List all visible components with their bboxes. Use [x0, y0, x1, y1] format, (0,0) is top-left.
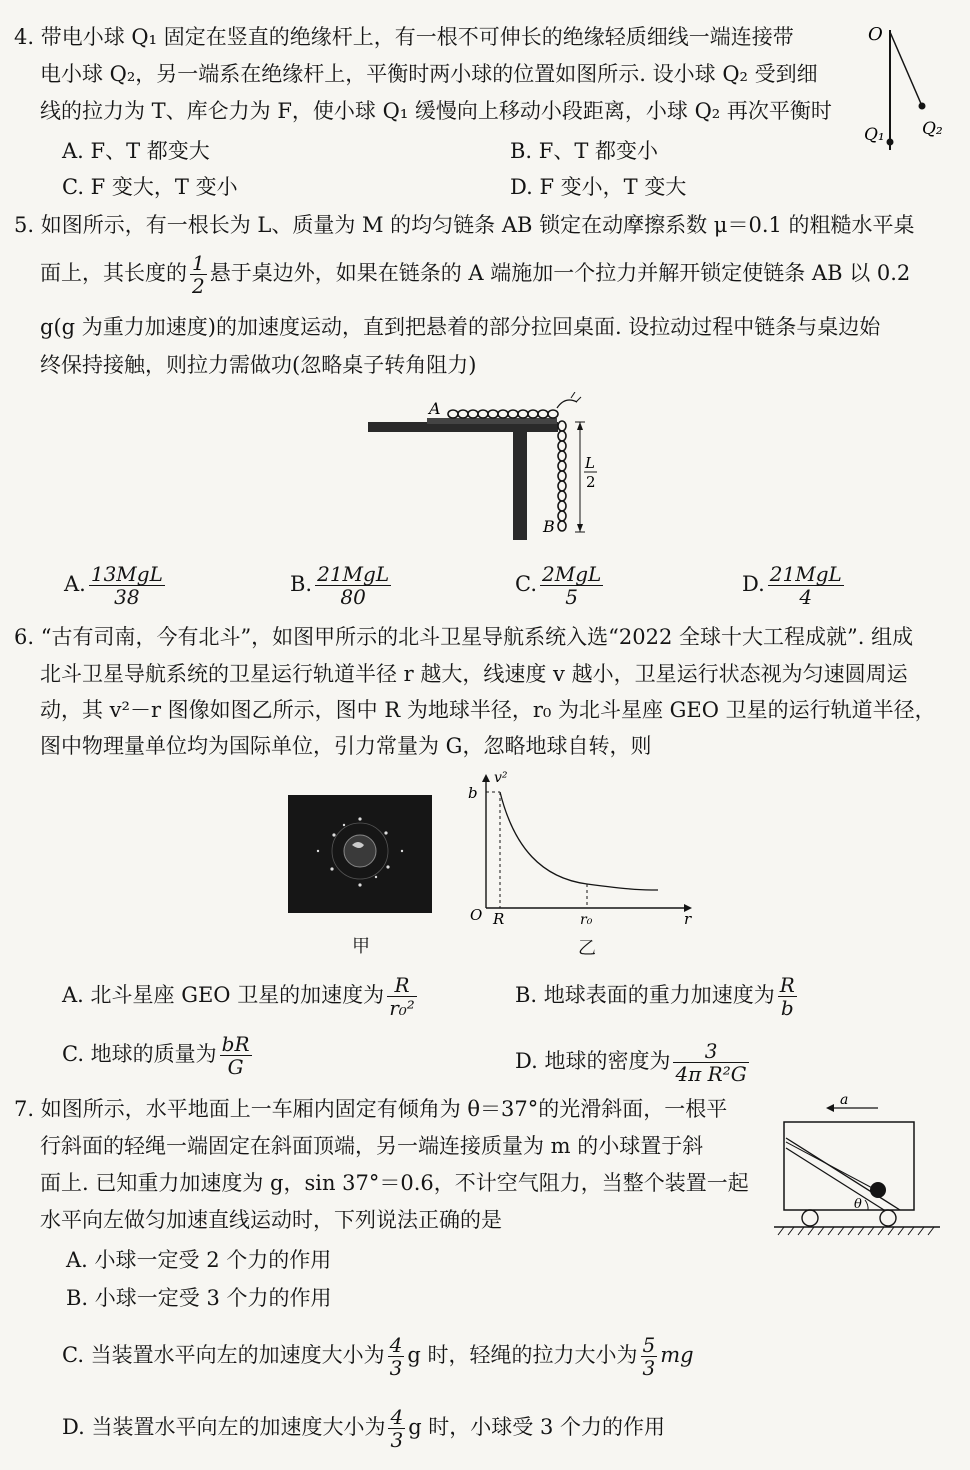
frac-den: 2: [192, 274, 205, 298]
ball-q2: [919, 103, 926, 110]
q7-line-3: 面上. 已知重力加速度为 g，sin 37°＝0.6，不计空气阻力，当整个装置一起: [40, 1171, 749, 1195]
q7-option-c[interactable]: [62, 1334, 694, 1379]
table-leg: [513, 432, 527, 540]
q7-option-a[interactable]: A. 小球一定受 2 个力的作用: [66, 1248, 332, 1272]
frac-den: 3: [389, 1356, 403, 1380]
q6-line-3: 动，其 v²－r 图像如图乙所示，图中 R 为地球半径，r₀ 为北斗星座 GEO 卫星的运行轨道半径，: [40, 698, 936, 722]
label-r: r: [684, 910, 692, 928]
ball-q1: [887, 139, 894, 146]
q4-line-1: 4. 带电小球 Q₁ 固定在竖直的绝缘杆上，有一根不可伸长的绝缘轻质细线一端连接带: [14, 25, 794, 49]
label-a: A: [429, 399, 441, 418]
q6-line-2: 北斗卫星导航系统的卫星运行轨道半径 r 越大，线速度 v 越小，卫星运行状态视为匀速圆周运: [40, 662, 908, 686]
q4-line-2: 电小球 Q₂，另一端系在绝缘杆上，平衡时两小球的位置如图所示. 设小球 Q₂ 受到细: [40, 62, 818, 86]
q5-line-1: 5. 如图所示，有一根长为 L、质量为 M 的均匀链条 AB 锁定在动摩擦系数 μ＝0.1 的粗糙水平桌: [14, 213, 915, 237]
label-v2: v²: [494, 770, 508, 786]
option-text-mid: g 时，轻绳的拉力大小为: [407, 1343, 638, 1367]
q7-line-2: 行斜面的轻绳一端固定在斜面顶端，另一端连接质量为 m 的小球置于斜: [40, 1134, 704, 1158]
frac-num: R: [779, 973, 795, 997]
q4-option-b[interactable]: B. F、T 都变小: [510, 139, 659, 163]
beidou-image: [288, 795, 432, 913]
q5-line-4: 终保持接触，则拉力需做功(忽略桌子转角阻力): [40, 353, 477, 377]
frac-num: 4: [389, 1333, 403, 1357]
option-text: B. 地球表面的重力加速度为: [515, 983, 775, 1007]
q6-option-a[interactable]: [62, 974, 420, 1019]
wheel-right: [880, 1210, 896, 1226]
q7-option-b[interactable]: B. 小球一定受 3 个力的作用: [66, 1286, 332, 1310]
q7-carriage-figure: [770, 1092, 945, 1242]
q5-line-3: g(g 为重力加速度)的加速度运动，直到把悬着的部分拉回桌面. 设拉动过程中链条与桌边始: [40, 315, 881, 339]
caption-yi: 乙: [578, 938, 596, 959]
frac-num: bR: [221, 1032, 250, 1056]
frac-num: 21MgL: [769, 562, 842, 586]
option-label: D.: [742, 572, 765, 596]
frac-num: 2MgL: [542, 562, 602, 586]
q7-option-d[interactable]: [62, 1406, 665, 1451]
option-label: B.: [290, 572, 313, 596]
q6-line-4: 图中物理量单位均为国际单位，引力常量为 G，忽略地球自转，则: [40, 734, 652, 758]
label-b: B: [543, 517, 555, 536]
option-text: A. 北斗星座 GEO 卫星的加速度为: [62, 983, 385, 1007]
q6-option-d[interactable]: [515, 1040, 752, 1085]
table-edge: [427, 418, 557, 424]
q6-option-c[interactable]: [62, 1033, 255, 1078]
option-text-post: mg: [660, 1343, 694, 1367]
frac-num: R: [387, 974, 417, 997]
carriage: [784, 1122, 914, 1210]
q4-option-a[interactable]: A. F、T 都变大: [62, 139, 210, 163]
chain-vertical: [558, 421, 566, 531]
frac-num: 13MgL: [90, 562, 163, 586]
frac-num: 1: [192, 251, 205, 275]
thread: [890, 32, 922, 106]
frac-den: b: [780, 996, 794, 1020]
option-text: D. 当装置水平向左的加速度大小为: [62, 1415, 386, 1439]
label-b: b: [468, 784, 478, 802]
q5-line-2-pre: 面上，其长度的: [40, 261, 187, 285]
q5-option-c[interactable]: [515, 563, 606, 608]
q5-option-d[interactable]: [742, 563, 847, 608]
label-R: R: [493, 910, 505, 928]
q7-line-1: 7. 如图所示，水平地面上一车厢内固定有倾角为 θ＝37°的光滑斜面，一根平: [14, 1097, 728, 1121]
q5-line-2-post: 悬于桌边外，如果在链条的 A 端施加一个拉力并解开锁定使链条 AB 以 0.2: [209, 261, 911, 285]
label-q2: Q₂: [922, 119, 943, 139]
frac-den: 5: [565, 585, 579, 609]
ball: [870, 1182, 886, 1198]
dim-l: L: [585, 454, 595, 472]
incline: [786, 1138, 900, 1210]
earth-shape: [344, 835, 376, 867]
dim-2: 2: [586, 473, 596, 491]
frac-num: 3: [673, 1040, 748, 1063]
frac-den: 80: [340, 585, 366, 609]
frac-den: r₀²: [389, 996, 415, 1020]
v2-curve: [500, 792, 658, 890]
option-label: C.: [515, 572, 537, 596]
caption-jia: 甲: [352, 936, 370, 957]
frac-den: 4: [799, 585, 813, 609]
label-a: a: [840, 1092, 849, 1108]
q5-chain-figure: [365, 392, 615, 547]
frac-num: 5: [642, 1333, 656, 1357]
option-text: D. 地球的密度为: [515, 1049, 671, 1073]
frac-num: 4: [390, 1405, 404, 1429]
option-text-post: g 时，小球受 3 个力的作用: [408, 1415, 666, 1439]
frac-den: 3: [390, 1428, 404, 1452]
chain-horizontal: [448, 410, 558, 418]
q5-half-fraction: [190, 252, 207, 297]
label-q1: Q₁: [864, 125, 885, 145]
q4-option-c[interactable]: C. F 变大，T 变小: [62, 175, 238, 199]
label-r0: r₀: [580, 912, 593, 928]
label-o: O: [470, 906, 483, 924]
frac-den: G: [227, 1055, 244, 1079]
frac-den: 4π R²G: [675, 1062, 747, 1086]
frac-den: 3: [642, 1356, 656, 1380]
q4-figure: [860, 18, 950, 158]
q5-line-2: [40, 252, 910, 297]
q4-option-d[interactable]: D. F 变小，T 变大: [510, 175, 687, 199]
frac-den: 38: [114, 585, 140, 609]
option-text: C. 地球的质量为: [62, 1042, 217, 1066]
q4-line-3: 线的拉力为 T、库仑力为 F，使小球 Q₁ 缓慢向上移动小段距离，小球 Q₂ 再次平衡时: [40, 99, 832, 123]
rope: [786, 1142, 876, 1190]
wheel-left: [802, 1210, 818, 1226]
q5-option-b[interactable]: [290, 563, 394, 608]
option-label: A.: [64, 572, 86, 596]
label-o: O: [868, 24, 883, 45]
q6-option-b[interactable]: [515, 974, 800, 1019]
frac-num: 21MgL: [317, 562, 390, 586]
option-text: C. 当装置水平向左的加速度大小为: [62, 1343, 385, 1367]
ground-hatch: [778, 1227, 934, 1235]
q7-line-4: 水平向左做匀加速直线运动时，下列说法正确的是: [40, 1208, 502, 1232]
corner-arc: [557, 400, 577, 408]
q6-line-1: 6. “古有司南，今有北斗”，如图甲所示的北斗卫星导航系统入选“2022 全球十大工程成就”. 组成: [14, 625, 914, 649]
label-theta: θ: [854, 1197, 862, 1212]
q5-option-a[interactable]: [64, 563, 168, 608]
v2-r-graph: [462, 768, 702, 928]
